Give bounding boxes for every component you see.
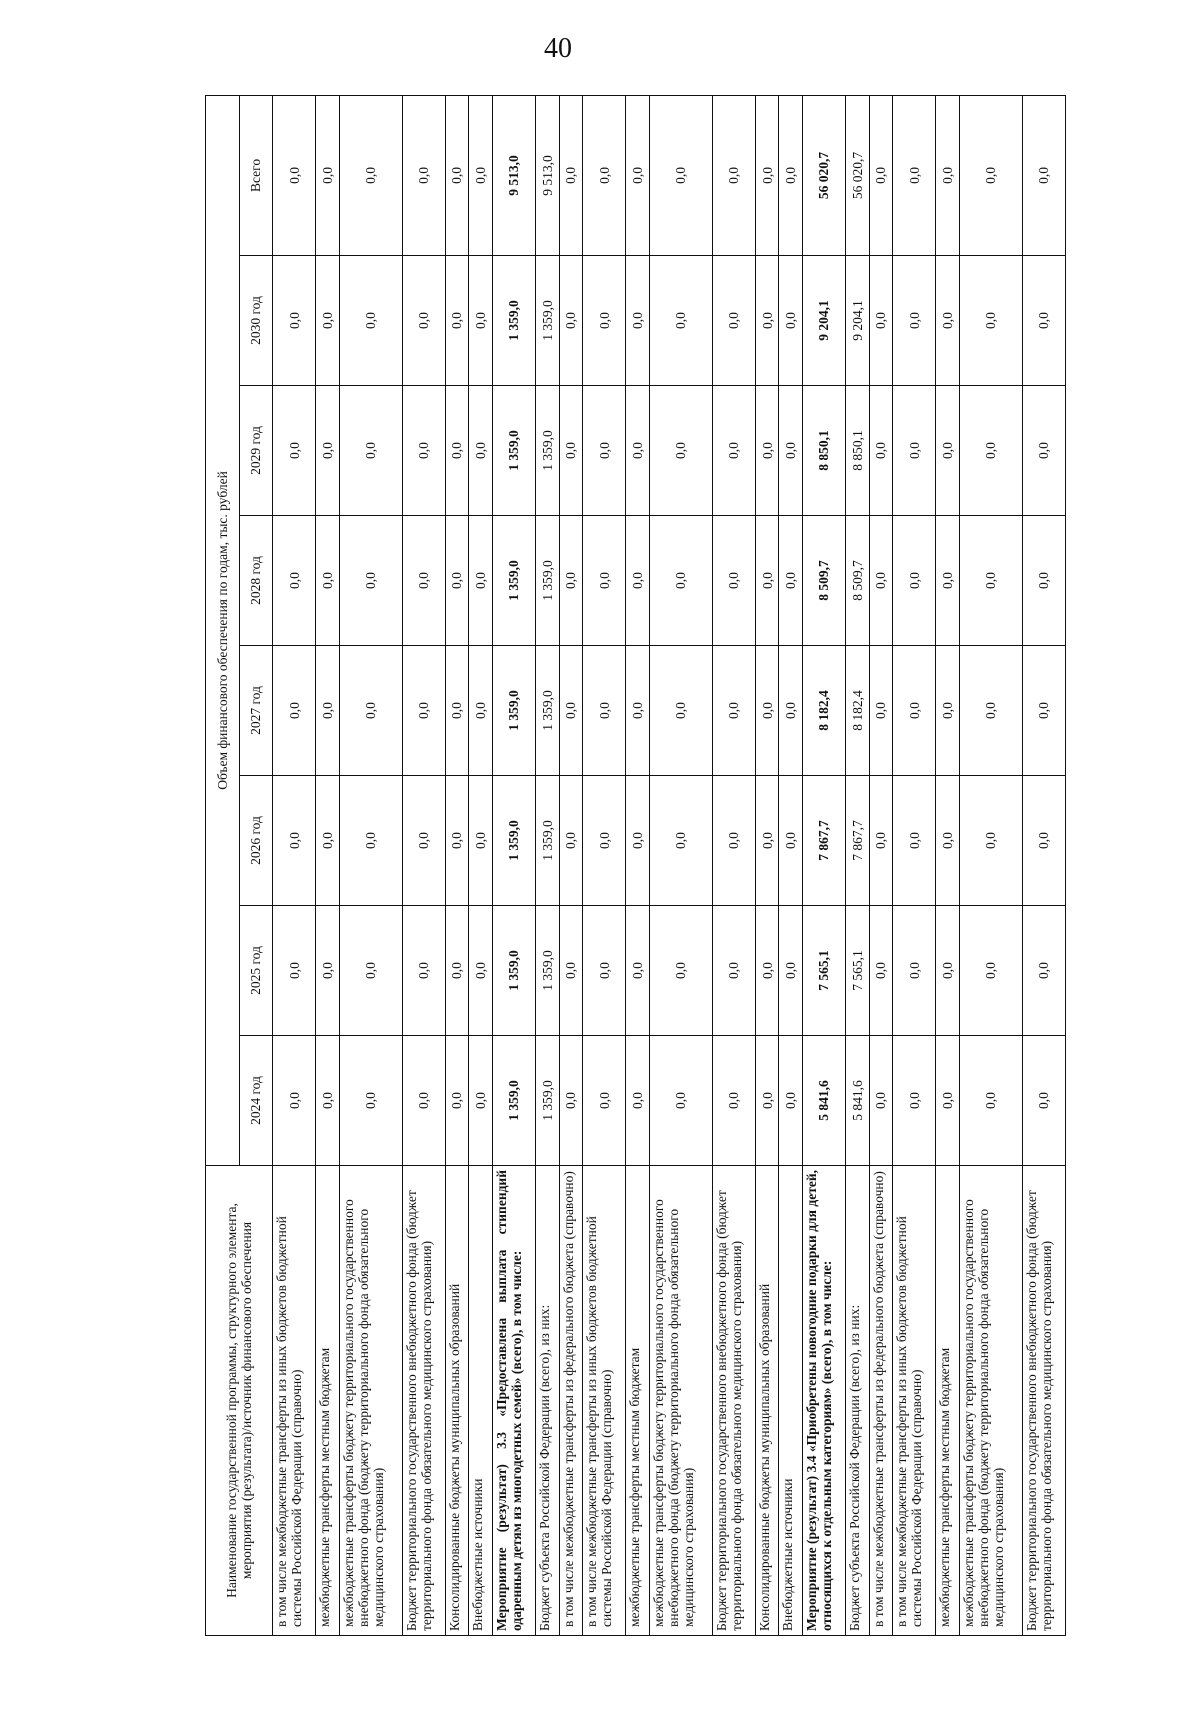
- row-label: Бюджет территориального государственного внебюджетного фонда (бюджет территориального фонда обязательного медицинского страхования): [1022, 1166, 1065, 1636]
- row-year-value: 0,0: [402, 516, 445, 646]
- row-total-value: 0,0: [402, 95, 445, 255]
- row-label: в том числе межбюджетные трансферты из федерального бюджета (справочно): [869, 1166, 893, 1636]
- row-year-value: 0,0: [583, 776, 626, 906]
- row-year-value: 0,0: [936, 386, 960, 516]
- row-year-value: 0,0: [936, 516, 960, 646]
- row-year-value: 8 182,4: [802, 646, 845, 776]
- row-year-value: 0,0: [339, 776, 402, 906]
- row-year-value: 5 841,6: [802, 1036, 845, 1166]
- row-year-value: 8 509,7: [802, 516, 845, 646]
- row-year-value: 0,0: [445, 386, 469, 516]
- row-year-value: 0,0: [626, 1036, 650, 1166]
- row-year-value: 0,0: [626, 906, 650, 1036]
- row-year-value: 1 359,0: [535, 386, 559, 516]
- row-year-value: 7 867,7: [802, 776, 845, 906]
- table-row: [802, 95, 845, 1635]
- row-year-value: 1 359,0: [535, 516, 559, 646]
- row-year-value: 0,0: [316, 646, 340, 776]
- page-number: 40: [544, 33, 572, 64]
- table-row: [1022, 95, 1065, 1635]
- row-label: межбюджетные трансферты бюджету территориального государственного внебюджетного фонда (бюджету территориального фонда обязательного медицинского страхования): [959, 1166, 1022, 1636]
- row-year-value: 8 182,4: [846, 646, 870, 776]
- row-year-value: 0,0: [936, 646, 960, 776]
- row-year-value: 0,0: [583, 386, 626, 516]
- row-year-value: 0,0: [779, 906, 803, 1036]
- row-label: Бюджет территориального государственного внебюджетного фонда (бюджет территориального фонда обязательного медицинского страхования): [402, 1166, 445, 1636]
- row-label: межбюджетные трансферты бюджету территориального государственного внебюджетного фонда (бюджету территориального фонда обязательного медицинского страхования): [649, 1166, 712, 1636]
- row-year-value: 0,0: [869, 386, 893, 516]
- row-total-value: 0,0: [626, 95, 650, 255]
- row-label: Консолидированные бюджеты муниципальных образований: [755, 1166, 779, 1636]
- row-year-value: 0,0: [402, 646, 445, 776]
- row-year-value: 0,0: [469, 386, 493, 516]
- row-year-value: 0,0: [316, 1036, 340, 1166]
- row-label: Внебюджетные источники: [779, 1166, 803, 1636]
- row-year-value: 0,0: [755, 906, 779, 1036]
- row-label: Мероприятие (результат) 3.4 «Приобретены новогодние подарки для детей, относящихся к отдельным категориям» (всего), в том числе:: [802, 1166, 845, 1636]
- row-total-value: 0,0: [959, 95, 1022, 255]
- row-year-value: 0,0: [649, 906, 712, 1036]
- row-year-value: 0,0: [339, 646, 402, 776]
- row-year-value: 0,0: [559, 256, 583, 386]
- row-year-value: 0,0: [316, 906, 340, 1036]
- row-year-value: 0,0: [1022, 516, 1065, 646]
- row-year-value: 0,0: [469, 906, 493, 1036]
- row-year-value: 0,0: [273, 256, 316, 386]
- row-year-value: 0,0: [402, 1036, 445, 1166]
- row-year-value: 0,0: [869, 516, 893, 646]
- funding-group-header: Объем финансового обеспечения по годам, тыс. рублей: [206, 95, 240, 1165]
- row-year-value: 1 359,0: [535, 646, 559, 776]
- row-total-value: 9 513,0: [492, 95, 535, 255]
- row-year-value: 0,0: [445, 776, 469, 906]
- table-row: [959, 95, 1022, 1635]
- row-year-value: 0,0: [626, 386, 650, 516]
- row-total-value: 0,0: [339, 95, 402, 255]
- row-year-value: 0,0: [712, 516, 755, 646]
- row-label: в том числе межбюджетные трансферты из иных бюджетов бюджетной системы Российской Федерации (справочно): [583, 1166, 626, 1636]
- row-year-value: 1 359,0: [492, 516, 535, 646]
- table-row: [755, 95, 779, 1635]
- row-year-value: 0,0: [469, 516, 493, 646]
- year-header: 2028 год: [239, 516, 273, 646]
- row-year-value: 0,0: [649, 386, 712, 516]
- row-year-value: 0,0: [755, 646, 779, 776]
- row-year-value: 0,0: [755, 256, 779, 386]
- row-year-value: 0,0: [649, 256, 712, 386]
- table-row: [469, 95, 493, 1635]
- rotated-table-wrapper: [205, 96, 1054, 1636]
- year-header: 2029 год: [239, 386, 273, 516]
- row-year-value: 0,0: [626, 516, 650, 646]
- row-year-value: 8 850,1: [846, 386, 870, 516]
- row-year-value: 0,0: [712, 386, 755, 516]
- total-header: Всего: [239, 95, 273, 255]
- budget-table: [205, 95, 1066, 1636]
- table-row: [846, 95, 870, 1635]
- row-year-value: 0,0: [936, 256, 960, 386]
- row-year-value: 0,0: [583, 256, 626, 386]
- row-year-value: 0,0: [779, 516, 803, 646]
- row-year-value: 0,0: [583, 516, 626, 646]
- row-year-value: 0,0: [583, 1036, 626, 1166]
- row-year-value: 0,0: [316, 776, 340, 906]
- year-header: 2026 год: [239, 776, 273, 906]
- row-total-value: 56 020,7: [846, 95, 870, 255]
- row-year-value: 0,0: [316, 256, 340, 386]
- row-year-value: 9 204,1: [802, 256, 845, 386]
- row-year-value: 0,0: [339, 386, 402, 516]
- row-year-value: 0,0: [445, 1036, 469, 1166]
- row-year-value: 0,0: [402, 256, 445, 386]
- header-row-group: [206, 95, 240, 1635]
- row-year-value: 8 509,7: [846, 516, 870, 646]
- row-year-value: 0,0: [649, 516, 712, 646]
- row-total-value: 0,0: [445, 95, 469, 255]
- table-row: [445, 95, 469, 1635]
- row-year-value: 0,0: [893, 516, 936, 646]
- row-label: Бюджет субъекта Российской Федерации (всего), из них:: [846, 1166, 870, 1636]
- table-body: [273, 95, 1066, 1635]
- row-total-value: 9 513,0: [535, 95, 559, 255]
- row-year-value: 0,0: [959, 646, 1022, 776]
- row-year-value: 0,0: [869, 256, 893, 386]
- row-year-value: 1 359,0: [492, 256, 535, 386]
- table-row: [339, 95, 402, 1635]
- row-year-value: 0,0: [402, 386, 445, 516]
- row-year-value: 0,0: [316, 386, 340, 516]
- row-total-value: 0,0: [316, 95, 340, 255]
- row-year-value: 0,0: [559, 1036, 583, 1166]
- row-year-value: 0,0: [1022, 1036, 1065, 1166]
- row-total-value: 0,0: [755, 95, 779, 255]
- year-header: 2027 год: [239, 646, 273, 776]
- table-row: [626, 95, 650, 1635]
- row-year-value: 1 359,0: [535, 776, 559, 906]
- row-total-value: 0,0: [273, 95, 316, 255]
- row-year-value: 0,0: [1022, 776, 1065, 906]
- row-year-value: 0,0: [959, 256, 1022, 386]
- row-year-value: 0,0: [445, 256, 469, 386]
- row-year-value: 1 359,0: [492, 386, 535, 516]
- row-year-value: 0,0: [626, 646, 650, 776]
- row-total-value: 0,0: [869, 95, 893, 255]
- row-year-value: 0,0: [779, 776, 803, 906]
- row-year-value: 0,0: [936, 1036, 960, 1166]
- row-year-value: 1 359,0: [492, 1036, 535, 1166]
- table-row: [273, 95, 316, 1635]
- table-row: [649, 95, 712, 1635]
- row-year-value: 9 204,1: [846, 256, 870, 386]
- row-year-value: 0,0: [1022, 386, 1065, 516]
- row-year-value: 0,0: [583, 646, 626, 776]
- row-year-value: 0,0: [869, 906, 893, 1036]
- row-year-value: 0,0: [273, 776, 316, 906]
- row-year-value: 0,0: [893, 256, 936, 386]
- row-year-value: 0,0: [893, 646, 936, 776]
- row-year-value: 0,0: [316, 516, 340, 646]
- row-total-value: 0,0: [583, 95, 626, 255]
- row-year-value: 0,0: [649, 646, 712, 776]
- row-year-value: 0,0: [893, 1036, 936, 1166]
- row-year-value: 0,0: [559, 646, 583, 776]
- year-header: 2024 год: [239, 1036, 273, 1166]
- row-year-value: 0,0: [959, 386, 1022, 516]
- table-row: [936, 95, 960, 1635]
- row-year-value: 0,0: [1022, 646, 1065, 776]
- row-year-value: 0,0: [469, 646, 493, 776]
- row-year-value: 0,0: [959, 906, 1022, 1036]
- row-year-value: 0,0: [583, 906, 626, 1036]
- row-total-value: 0,0: [779, 95, 803, 255]
- year-header: 2025 год: [239, 906, 273, 1036]
- row-year-value: 0,0: [469, 1036, 493, 1166]
- row-year-value: 1 359,0: [535, 256, 559, 386]
- row-year-value: 0,0: [959, 1036, 1022, 1166]
- table-row: [535, 95, 559, 1635]
- row-year-value: 0,0: [339, 906, 402, 1036]
- row-year-value: 0,0: [869, 776, 893, 906]
- row-year-value: 0,0: [712, 646, 755, 776]
- table-row: [492, 95, 535, 1635]
- row-year-value: 0,0: [712, 1036, 755, 1166]
- row-year-value: 0,0: [755, 776, 779, 906]
- row-year-value: 1 359,0: [492, 646, 535, 776]
- row-year-value: 0,0: [559, 906, 583, 1036]
- row-year-value: 0,0: [1022, 256, 1065, 386]
- row-year-value: 0,0: [712, 776, 755, 906]
- row-year-value: 0,0: [339, 1036, 402, 1166]
- row-label: Бюджет территориального государственного внебюджетного фонда (бюджет территориального фонда обязательного медицинского страхования): [712, 1166, 755, 1636]
- table-row: [316, 95, 340, 1635]
- row-total-value: 0,0: [1022, 95, 1065, 255]
- row-year-value: 0,0: [712, 906, 755, 1036]
- row-year-value: 0,0: [893, 906, 936, 1036]
- row-total-value: 0,0: [893, 95, 936, 255]
- row-label: Внебюджетные источники: [469, 1166, 493, 1636]
- row-label: в том числе межбюджетные трансферты из федерального бюджета (справочно): [559, 1166, 583, 1636]
- row-year-value: 0,0: [649, 1036, 712, 1166]
- row-year-value: 1 359,0: [535, 906, 559, 1036]
- row-label: Мероприятие (результат) 3.3 «Предоставлена выплата стипендий одаренным детям из многодетных семей» (всего), в том числе:: [492, 1166, 535, 1636]
- row-year-value: 0,0: [779, 1036, 803, 1166]
- row-year-value: 0,0: [626, 256, 650, 386]
- row-year-value: 0,0: [869, 1036, 893, 1166]
- row-total-value: 0,0: [712, 95, 755, 255]
- table-row: [869, 95, 893, 1635]
- row-year-value: 0,0: [779, 256, 803, 386]
- row-year-value: 0,0: [893, 776, 936, 906]
- table-frame: [205, 96, 1054, 1636]
- row-label: Бюджет субъекта Российской Федерации (всего), из них:: [535, 1166, 559, 1636]
- table-row: [779, 95, 803, 1635]
- row-year-value: 0,0: [559, 776, 583, 906]
- row-year-value: 1 359,0: [492, 906, 535, 1036]
- row-label: в том числе межбюджетные трансферты из иных бюджетов бюджетной системы Российской Федерации (справочно): [273, 1166, 316, 1636]
- row-year-value: 0,0: [469, 256, 493, 386]
- row-year-value: 8 850,1: [802, 386, 845, 516]
- row-label: межбюджетные трансферты местным бюджетам: [626, 1166, 650, 1636]
- row-total-value: 56 020,7: [802, 95, 845, 255]
- row-label: межбюджетные трансферты местным бюджетам: [936, 1166, 960, 1636]
- row-year-value: 1 359,0: [535, 1036, 559, 1166]
- row-year-value: 0,0: [1022, 906, 1065, 1036]
- row-year-value: 0,0: [273, 1036, 316, 1166]
- row-year-value: 0,0: [712, 256, 755, 386]
- row-year-value: 0,0: [779, 646, 803, 776]
- row-total-value: 0,0: [469, 95, 493, 255]
- row-year-value: 0,0: [959, 516, 1022, 646]
- table-row: [583, 95, 626, 1635]
- row-year-value: 0,0: [402, 906, 445, 1036]
- row-year-value: 7 867,7: [846, 776, 870, 906]
- row-year-value: 0,0: [402, 776, 445, 906]
- row-year-value: 0,0: [273, 386, 316, 516]
- row-year-value: 0,0: [339, 256, 402, 386]
- row-year-value: 0,0: [273, 516, 316, 646]
- row-year-value: 0,0: [559, 516, 583, 646]
- row-year-value: 0,0: [936, 906, 960, 1036]
- row-year-value: 0,0: [273, 646, 316, 776]
- row-year-value: 0,0: [469, 776, 493, 906]
- row-total-value: 0,0: [936, 95, 960, 255]
- row-year-value: 0,0: [779, 386, 803, 516]
- row-year-value: 0,0: [936, 776, 960, 906]
- row-year-value: 0,0: [273, 906, 316, 1036]
- row-year-value: 0,0: [559, 386, 583, 516]
- row-year-value: 1 359,0: [492, 776, 535, 906]
- row-year-value: 0,0: [755, 1036, 779, 1166]
- row-year-value: 7 565,1: [846, 906, 870, 1036]
- row-year-value: 0,0: [869, 646, 893, 776]
- row-label: межбюджетные трансферты бюджету территориального государственного внебюджетного фонда (бюджету территориального фонда обязательного медицинского страхования): [339, 1166, 402, 1636]
- name-column-header: Наименование государственной программы, структурного элемента, мероприятия (результата)/источник финансового обеспечения: [206, 1166, 273, 1636]
- row-year-value: 0,0: [649, 776, 712, 906]
- row-year-value: 0,0: [755, 516, 779, 646]
- row-year-value: 7 565,1: [802, 906, 845, 1036]
- row-total-value: 0,0: [649, 95, 712, 255]
- row-year-value: 0,0: [893, 386, 936, 516]
- row-year-value: 0,0: [626, 776, 650, 906]
- row-label: межбюджетные трансферты местным бюджетам: [316, 1166, 340, 1636]
- row-year-value: 0,0: [445, 906, 469, 1036]
- row-year-value: 0,0: [339, 516, 402, 646]
- row-year-value: 0,0: [445, 516, 469, 646]
- row-year-value: 0,0: [755, 386, 779, 516]
- row-total-value: 0,0: [559, 95, 583, 255]
- row-year-value: 0,0: [959, 776, 1022, 906]
- table-row: [402, 95, 445, 1635]
- row-label: Консолидированные бюджеты муниципальных образований: [445, 1166, 469, 1636]
- table-row: [712, 95, 755, 1635]
- row-label: в том числе межбюджетные трансферты из иных бюджетов бюджетной системы Российской Федерации (справочно): [893, 1166, 936, 1636]
- table-row: [893, 95, 936, 1635]
- table-row: [559, 95, 583, 1635]
- row-year-value: 5 841,6: [846, 1036, 870, 1166]
- row-year-value: 0,0: [445, 646, 469, 776]
- year-header: 2030 год: [239, 256, 273, 386]
